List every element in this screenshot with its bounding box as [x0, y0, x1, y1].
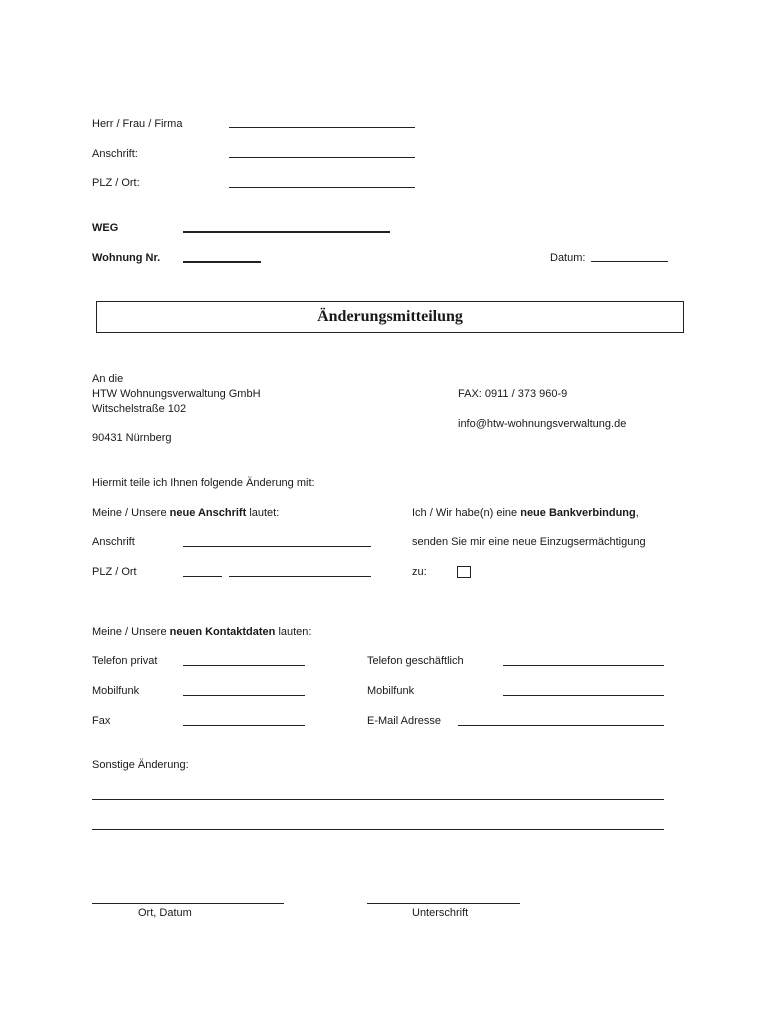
contact-change-heading: Meine / Unsere neuen Kontaktdaten lauten: [92, 626, 312, 638]
fax-label: Fax [92, 715, 111, 727]
new-zip-city-label: PLZ / Ort [92, 566, 137, 578]
recipient-fax: FAX: 0911 / 373 960-9 [458, 388, 568, 400]
sender-address-field[interactable] [229, 157, 415, 158]
recipient-line-1: An die [92, 373, 124, 385]
address-change-heading: Meine / Unsere neue Anschrift lautet: [92, 507, 280, 519]
bank-change-checkbox[interactable] [457, 566, 471, 578]
bank-change-heading: Ich / Wir habe(n) eine neue Bankverbindung, [412, 507, 639, 519]
date-field[interactable] [591, 261, 668, 262]
phone-private-field[interactable] [183, 665, 305, 666]
other-change-line-1[interactable] [92, 799, 664, 800]
weg-field[interactable] [183, 231, 390, 233]
other-change-label: Sonstige Änderung: [92, 759, 189, 771]
apartment-number-label: Wohnung Nr. [92, 252, 161, 264]
signature-field[interactable] [367, 903, 520, 904]
other-change-line-2[interactable] [92, 829, 664, 830]
new-city-field[interactable] [229, 576, 371, 577]
title-box [96, 301, 684, 333]
document-title: Änderungsmitteilung [317, 308, 463, 325]
apartment-number-field[interactable] [183, 261, 261, 263]
mobile-left-label: Mobilfunk [92, 685, 140, 697]
sender-address-label: Anschrift: [92, 148, 138, 160]
intro-text: Hiermit teile ich Ihnen folgende Änderung mit: [92, 477, 315, 489]
sender-zip-city-label: PLZ / Ort: [92, 177, 140, 189]
new-street-field[interactable] [183, 546, 371, 547]
mobile-right-label: Mobilfunk [367, 685, 415, 697]
bank-change-line-3: zu: [412, 566, 427, 578]
recipient-line-2: HTW Wohnungsverwaltung GmbH [92, 388, 261, 400]
sender-zip-city-field[interactable] [229, 187, 415, 188]
weg-label: WEG [92, 222, 119, 234]
email-label: E-Mail Adresse [367, 715, 441, 727]
place-date-label: Ort, Datum [138, 907, 192, 919]
mobile-right-field[interactable] [503, 695, 664, 696]
signature-label: Unterschrift [412, 907, 469, 919]
recipient-line-4: 90431 Nürnberg [92, 432, 172, 444]
phone-business-field[interactable] [503, 665, 664, 666]
email-field[interactable] [458, 725, 664, 726]
recipient-email: info@htw-wohnungsverwaltung.de [458, 418, 627, 430]
mobile-left-field[interactable] [183, 695, 305, 696]
bank-change-line-2: senden Sie mir eine neue Einzugsermächtigung [412, 536, 646, 548]
phone-private-label: Telefon privat [92, 655, 158, 667]
fax-field[interactable] [183, 725, 305, 726]
sender-name-label: Herr / Frau / Firma [92, 118, 183, 130]
place-date-field[interactable] [92, 903, 284, 904]
new-zip-field[interactable] [183, 576, 222, 577]
recipient-line-3: Witschelstraße 102 [92, 403, 187, 415]
new-street-label: Anschrift [92, 536, 135, 548]
date-label: Datum: [550, 252, 586, 264]
phone-business-label: Telefon geschäftlich [367, 655, 464, 667]
sender-name-field[interactable] [229, 127, 415, 128]
